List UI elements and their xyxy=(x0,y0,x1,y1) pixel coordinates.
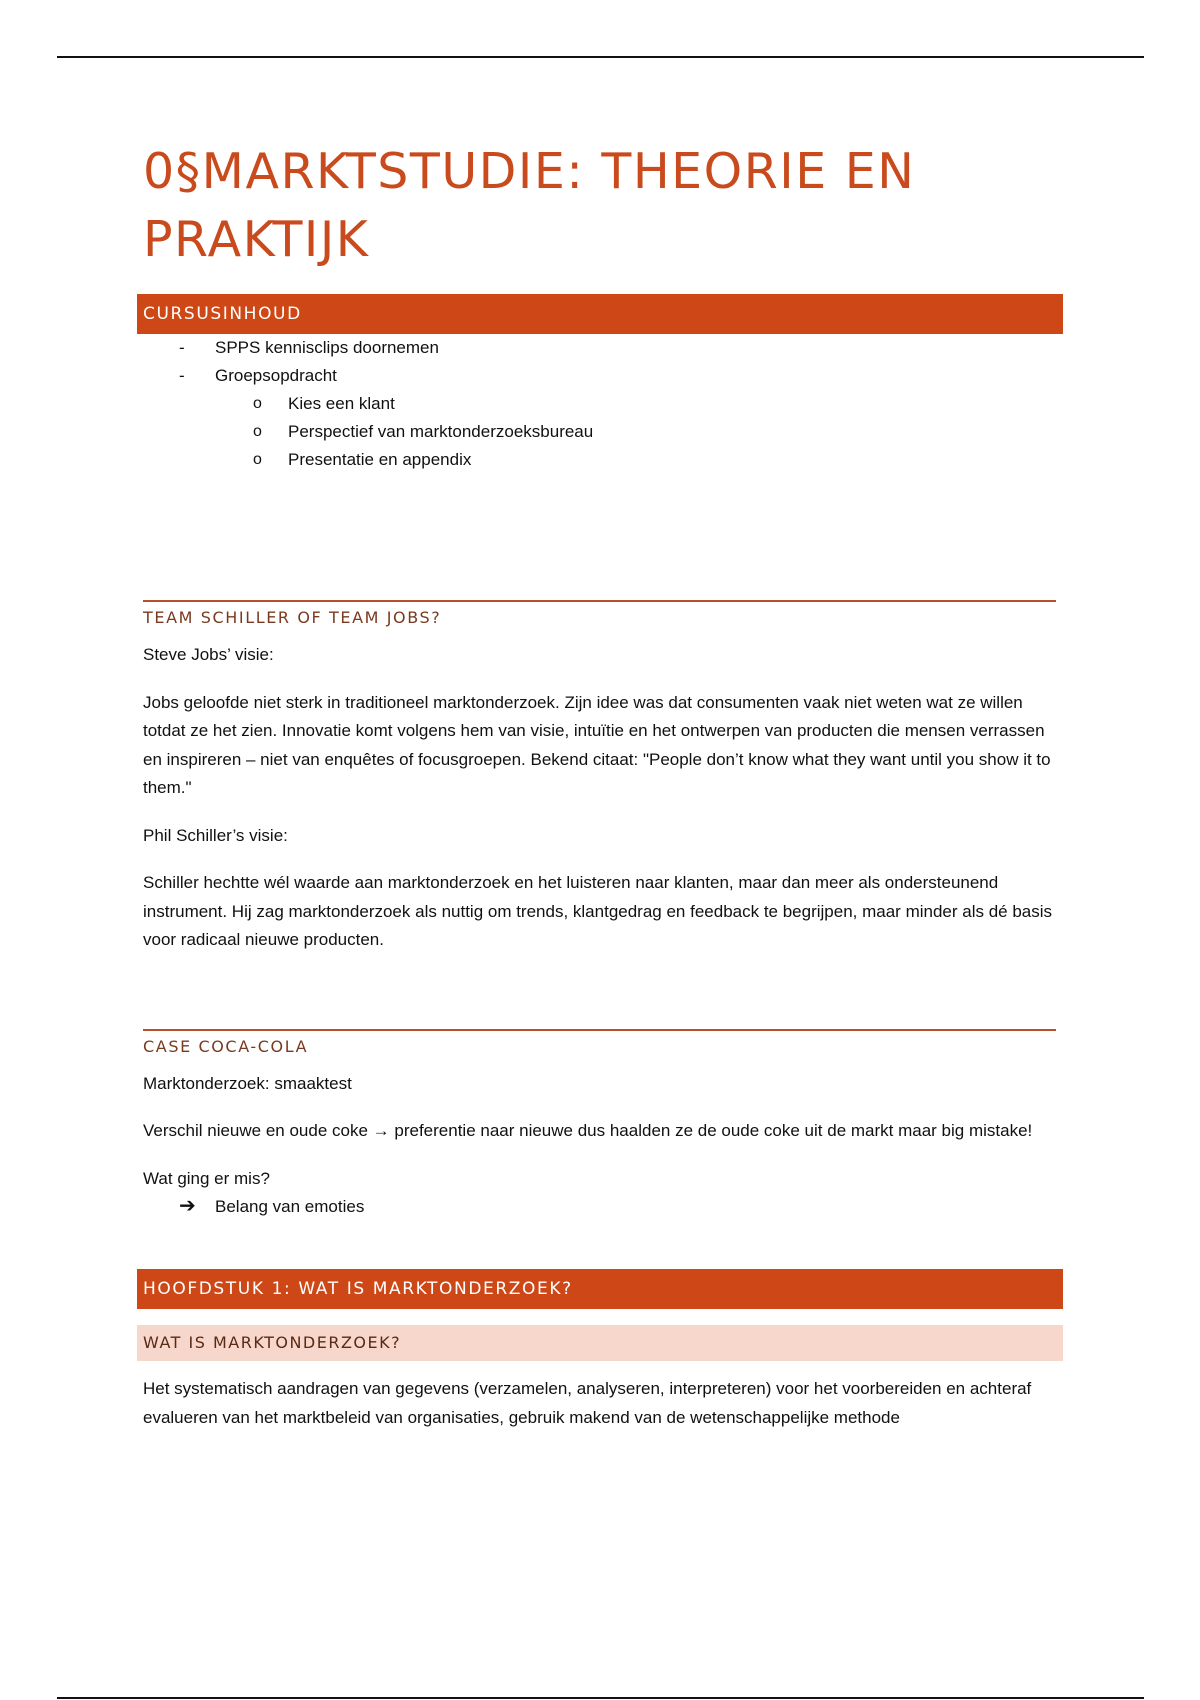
schiller-label: Phil Schiller’s visie: xyxy=(143,825,288,845)
chapter1-heading: HOOFDSTUK 1: WAT IS MARKTONDERZOEK? xyxy=(137,1269,1063,1309)
list-item xyxy=(143,390,1063,418)
list-item-text: Belang van emoties xyxy=(215,1197,365,1216)
definition-paragraph: Het systematisch aandragen van gegevens (verzamelen, analyseren, interpreteren) voor het voorbereiden en achteraf evalueren van het marktbeleid van organisaties, gebruik makend van de wetenschappelijke methode xyxy=(143,1379,1032,1427)
list-item-text: Presentatie en appendix xyxy=(288,450,472,469)
circle-bullet: o xyxy=(253,451,262,468)
dash-bullet: - xyxy=(179,338,185,357)
list-item xyxy=(143,362,1063,390)
jobs-paragraph: Jobs geloofde niet sterk in traditioneel marktonderzoek. Zijn idee was dat consumenten vaak niet weten wat ze willen totdat ze het zien. Innovatie komt volgens hem van visie, intuïtie en het ontwerpen van producten die mensen verrassen en inspireren – niet van enquêtes of focusgroepen. Bekend citaat: "People don’t know what they want until you show it to them." xyxy=(143,692,1051,797)
coca-cola-section-heading: CASE COCA-COLA xyxy=(143,1029,1056,1056)
team-section-heading: TEAM SCHILLER OF TEAM JOBS? xyxy=(143,600,1056,627)
document-body xyxy=(143,138,1063,1432)
list-item xyxy=(143,1193,1063,1221)
list-item-text: Kies een klant xyxy=(288,394,395,413)
circle-bullet: o xyxy=(253,395,262,412)
wat-is-marktonderzoek-subheading: WAT IS MARKTONDERZOEK? xyxy=(137,1325,1063,1361)
arrow-right-icon: ➔ xyxy=(179,1195,196,1217)
list-item xyxy=(143,446,1063,474)
schiller-paragraph: Schiller hechtte wél waarde aan marktonderzoek en het luisteren naar klanten, maar dan meer als ondersteunend instrument. Hij zag marktonderzoek als nuttig om trends, klantgedrag en feedback te begrijpen, maar minder als dé basis voor radicaal nieuwe producten. xyxy=(143,873,1053,949)
list-item-text: Perspectief van marktonderzoeksbureau xyxy=(288,422,594,441)
document-title: 0§MARKTSTUDIE: THEORIE EN PRAKTIJK xyxy=(143,143,916,268)
page-top-rule xyxy=(57,56,1144,58)
dash-bullet: - xyxy=(179,366,185,385)
list-item-text: Groepsopdracht xyxy=(215,366,337,385)
smaaktest-paragraph: Marktonderzoek: smaaktest xyxy=(143,1073,352,1093)
cursus-list xyxy=(143,334,1063,390)
emoties-list xyxy=(143,1193,1063,1221)
list-item xyxy=(143,418,1063,446)
wat-ging-er-mis-paragraph: Wat ging er mis? xyxy=(143,1168,270,1188)
verschil-paragraph: Verschil nieuwe en oude coke → preferentie naar nieuwe dus haalden ze de oude coke uit de markt maar big mistake! xyxy=(143,1121,1033,1140)
groepsopdracht-sublist xyxy=(143,390,1063,474)
cursusinhoud-heading: CURSUSINHOUD xyxy=(137,294,1063,334)
jobs-label: Steve Jobs’ visie: xyxy=(143,645,274,664)
circle-bullet: o xyxy=(253,423,262,440)
list-item-text: SPPS kennisclips doornemen xyxy=(215,338,439,357)
list-item xyxy=(143,334,1063,362)
page-bottom-rule xyxy=(57,1697,1144,1699)
